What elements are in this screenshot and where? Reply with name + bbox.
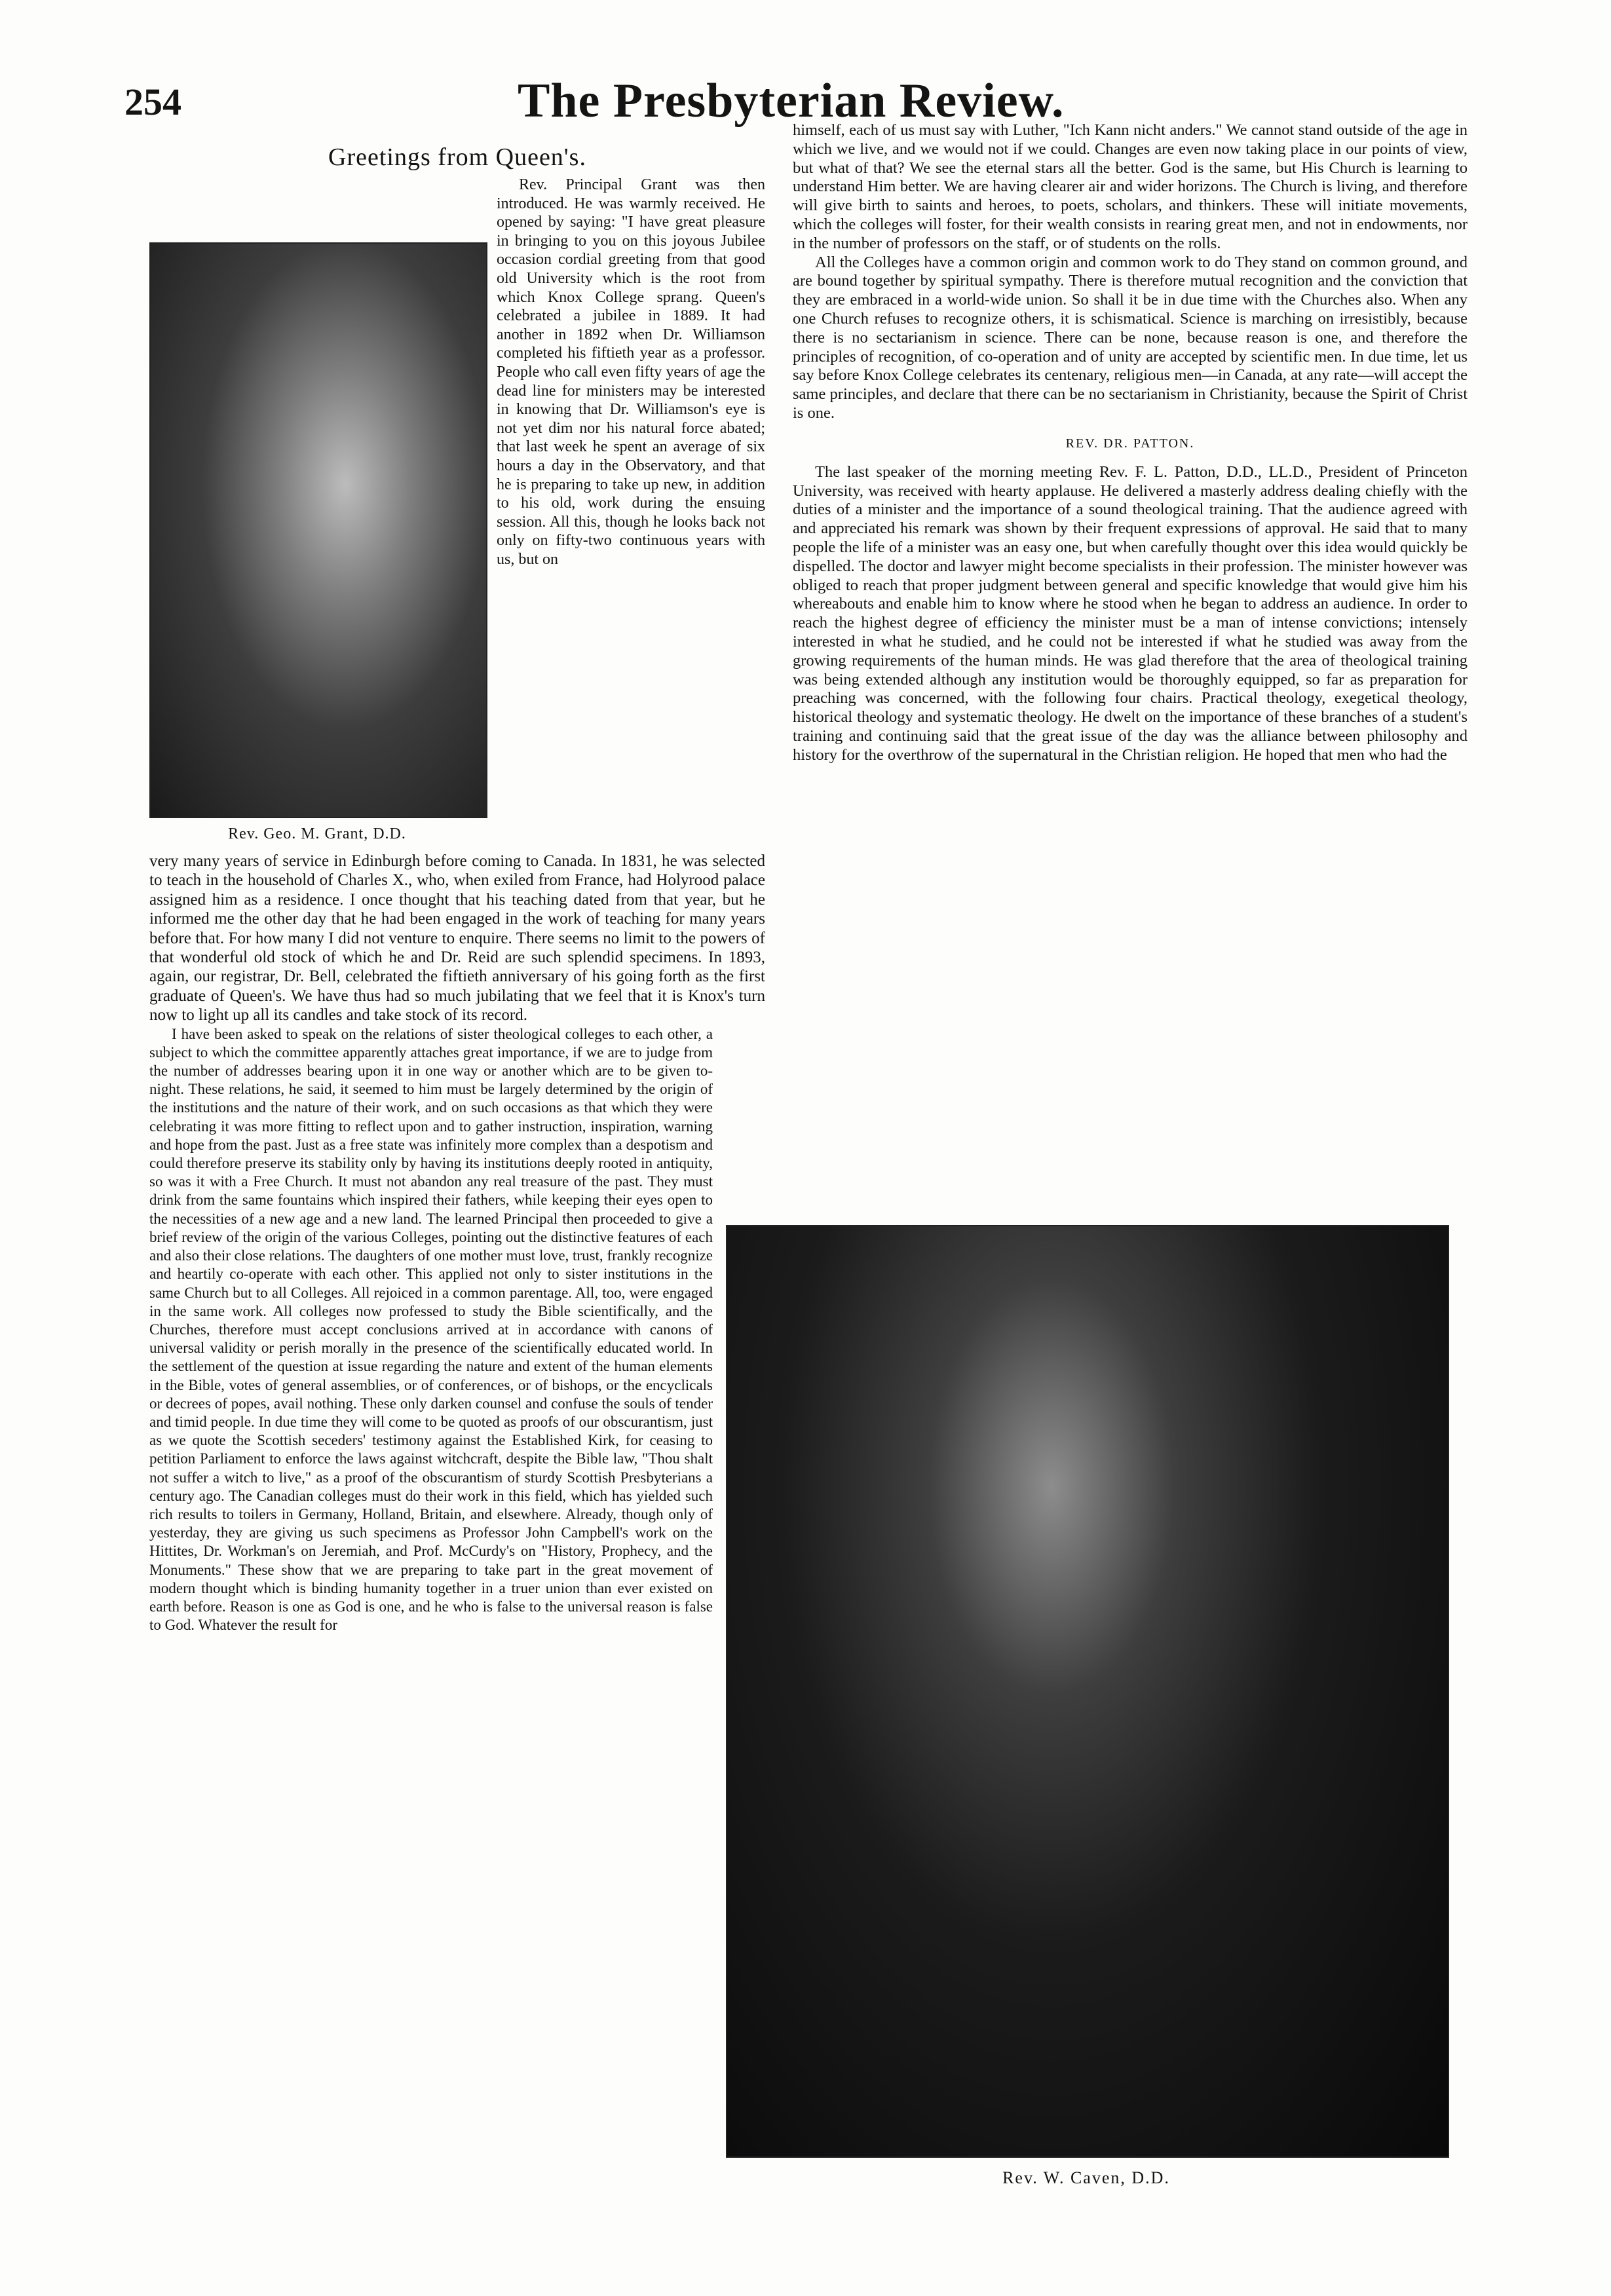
portrait-grant bbox=[149, 242, 487, 818]
greetings-heading: Greetings from Queen's. bbox=[328, 143, 586, 171]
portrait-caven bbox=[726, 1225, 1449, 2158]
grant-relations-paragraph: I have been asked to speak on the relations of sister theological colleges to each other, a subject to which the committee apparently attaches great importance, if we are to judge from the number of addresses bearing upon it in one way or another which are to be given to-night. These relations, he said, it seemed to him must be largely determined by the origin of the institutions and the nature of their work, and on such occasions as that which they were celebrating it was more fitting to reflect upon and to gather instruction, inspiration, warning and hope from the past. Just as a free state was infinitely more complex than a despotism and could therefore preserve its stability only by having its institutions deeply rooted in antiquity, so was it with a Free Church. It must not abandon any real treasure of the past. They must drink from the same fountains which inspired their fathers, while keeping their eyes open to the necessities of a new age and a new land. The learned Principal then proceeded to give a brief review of the origin of the various Colleges, pointing out the distinctive features of each and also their close relations. The daughters of one mother must love, trust, frankly recognize and heartily co-operate with each other. This applied not only to sister institutions in the same Church but to all Colleges. All rejoiced in a common parentage. All, too, were engaged in the same work. All colleges now professed to study the Bible scientifically, and the Churches, therefore must accept conclusions arrived at in accordance with canons of universal validity or perish morally in the presence of the scientifically educated world. In the settlement of the question at issue regarding the nature and extent of the human elements in the Bible, votes of general assemblies, or of conferences, or of bishops, or the encyclicals or decrees of popes, avail nothing. These only darken counsel and confuse the souls of tender and timid people. In due time they will come to be quoted as proofs of our obscurantism, just as we quote the Scottish seceders' testimony against the Established Kirk, for ceasing to petition Parliament to enforce the laws against witchcraft, despite the Bible law, "Thou shalt not suffer a witch to live," as a proof of the obscurantism of sturdy Scottish Presbyterians a century ago. The Canadian colleges must do their work in this field, which has yielded such rich results to toilers in Germany, Holland, Britain, and elsewhere. Already, though only of yesterday, they are giving us such specimens as Professor John Campbell's work on the Hittites, Dr. Workman's on Jeremiah, and Prof. McCurdy's on "History, Prophecy, and the Monuments." These show that we are preparing to take part in the great movement of modern thought which is binding humanity together in a truer union than ever existed on earth before. Reason is one as God is one, and he who is false to the universal reason is false to God. Whatever the result for bbox=[149, 1025, 713, 1634]
grant-continue-paragraph: very many years of service in Edinburgh before coming to Canada. In 1831, he was selected to teach in the household of Charles X., who, when exiled from France, had Holyrood palace assigned him as a residence. I once thought that his teaching dated from that year, but he informed me the other day that he had been engaged in the work of teaching for many years before that. For how many I did not venture to enquire. There seems no limit to the powers of that wonderful old stock of which he and Dr. Reid are such splendid specimens. In 1893, again, our registrar, Dr. Bell, celebrated the fiftieth anniversary of his going forth as the first graduate of Queen's. We have thus had so much jubilating that we feel that it is Knox's turn now to light up all its candles and take stock of its record. bbox=[149, 852, 765, 1025]
grant-intro-paragraph: Rev. Principal Grant was then introduced. He was warmly received. He opened by saying: "I have great pleasure in bringing to you on this joyous Jubilee occasion cordial greeting from that good old University which is the root from which Knox College sprang. Queen's celebrated a jubilee in 1889. It had another in 1892 when Dr. Williamson completed his fiftieth year as a professor. People who call even fifty years of age the dead line for ministers may be interested in knowing that Dr. Williamson's eye is not yet dim nor his natural force abated; that last week he spent an average of six hours a day in the Observatory, and that he is preparing to take up new, in addition to his old, work during the ensuing session. All this, though he looks back not only on fifty-two continuous years with us, but on bbox=[497, 176, 765, 568]
himself-paragraph: himself, each of us must say with Luther, "Ich Kann nicht anders." We cannot stand outside of the age in which we live, and we would not if we could. Changes are even now taking place in our points of view, but what of that? We see the eternal stars all the better. God is the same, but His Church is learning to understand Him better. We are having clearer air and wider horizons. The Church is living, and therefore will give birth to saints and heroes, to poets, scholars, and thinkers. These will initiate movements, which the colleges will foster, for their wealth consists in rearing great men, and not in endowments, nor in the number of professors on the staff, or of students on the rolls. bbox=[793, 121, 1468, 252]
grant-continued bbox=[149, 852, 765, 1634]
journal-title: The Presbyterian Review. bbox=[518, 74, 1065, 128]
portrait-caven-caption: Rev. W. Caven, D.D. bbox=[1002, 2168, 1170, 2187]
portrait-grant-caption: Rev. Geo. M. Grant, D.D. bbox=[228, 825, 406, 842]
page-number: 254 bbox=[124, 81, 181, 123]
patton-heading: REV. DR. PATTON. bbox=[1065, 436, 1195, 451]
patton-paragraph: The last speaker of the morning meeting Rev. F. L. Patton, D.D., LL.D., President of Princeton University, was received with hearty applause. He delivered a masterly address dealing chiefly with the duties of a minister and the importance of a sound theological training. That the audience agreed with and appreciated his remark was shown by their frequent expressions of approval. He said that to many people the life of a minister was an easy one, but when carefully thought over this idea would quickly be dispelled. The doctor and lawyer might become specialists in their profession. The minister however was obliged to reach that proper judgment between general and specific knowledge that would give him his whereabouts and enable him to know where he stood when he began to address an audience. In order to reach the highest degree of efficiency the minister must be a man of intense convictions; intensely interested in what he studied, and he could not be interested if what he studied was away from the growing requirements of the human minds. He was glad therefore that the area of theological training was being extended although any institution would be thoroughly equipped, so far as preparation for preaching was concerned, with the following four chairs. Practical theology, exegetical theology, historical theology and systematic theology. He dwelt on the importance of these branches of a student's training and continuing said that the great issue of the day was the alliance between philosophy and history for the overthrow of the supernatural in the Christian religion. He hoped that men who had the bbox=[793, 462, 1468, 764]
right-column bbox=[793, 121, 1468, 765]
colleges-paragraph: All the Colleges have a common origin and common work to do They stand on common ground, and are bound together by spiritual sympathy. There is therefore mutual recognition and the conviction that they are embraced in a world-wide union. So shall it be in due time with the Churches also. When any one Church refuses to recognize others, it is schismatical. Science is marching on irresistibly, because there is no sectarianism in science. There can be none, because reason is one, and therefore the principles of recognition, of co-operation and of unity are accepted by scientific men. In due time, let us say before Knox College celebrates its centenary, religious men—in Canada, at any rate—will accept the same principles, and declare that there can be no sectarianism in Christianity, because the Spirit of Christ is one. bbox=[793, 253, 1468, 422]
